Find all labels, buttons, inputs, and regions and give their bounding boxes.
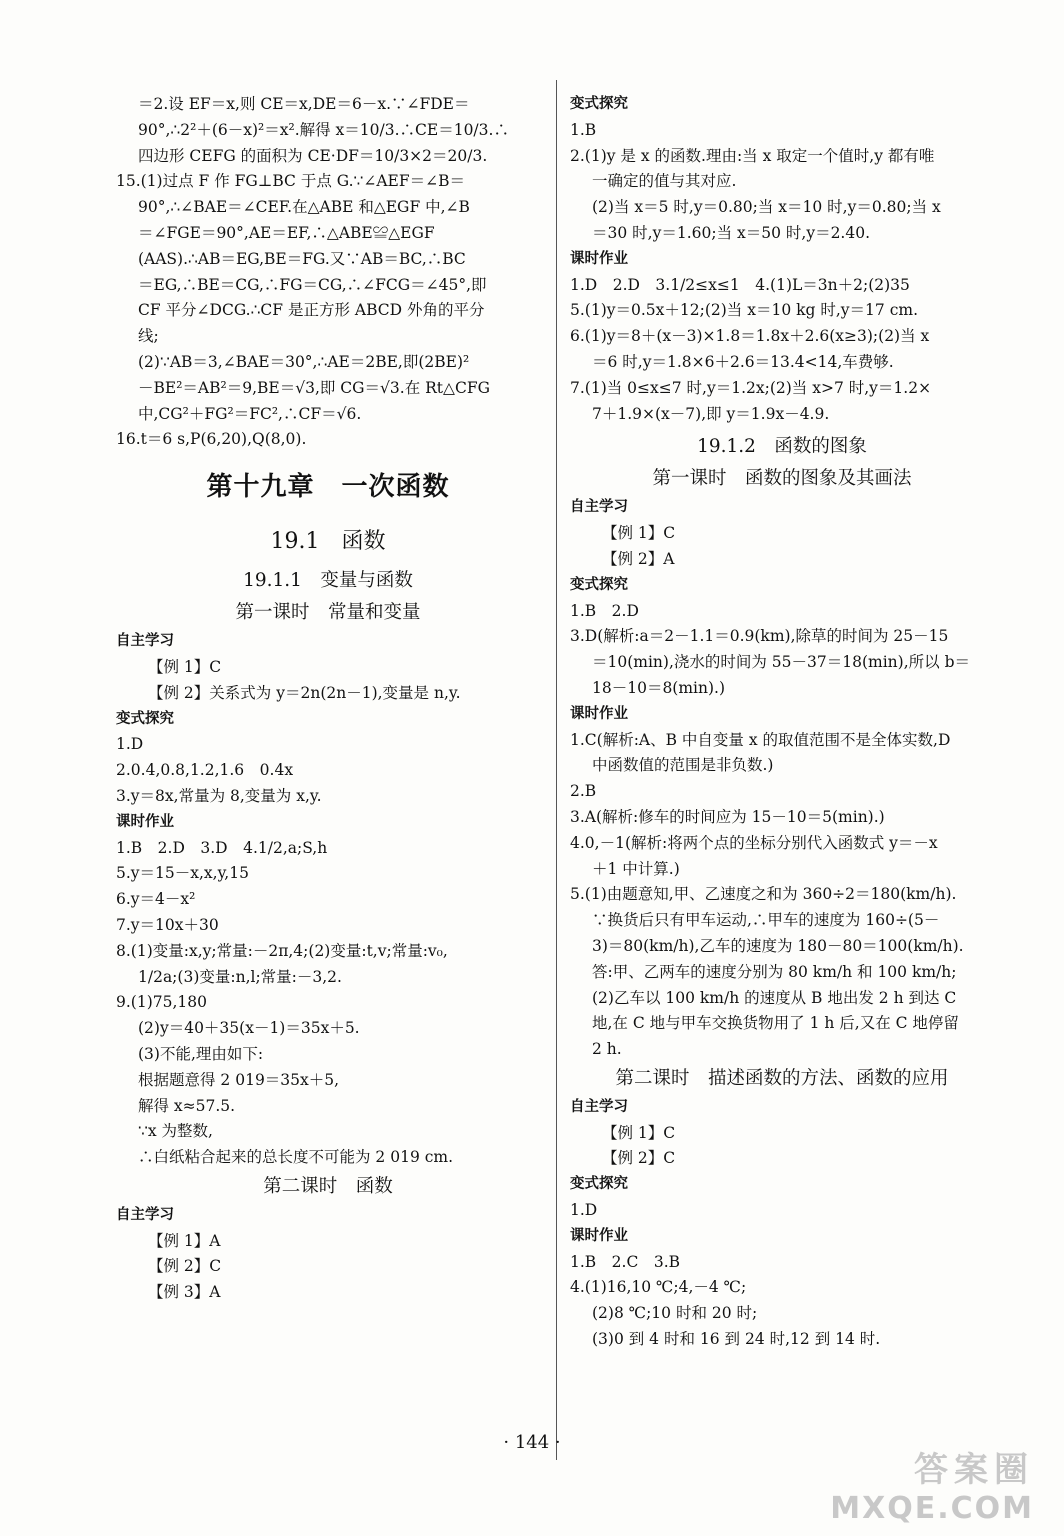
answer-line: 3.D(解析:a＝2－1.1＝0.9(km),除草的时间为 25－15 <box>570 627 949 646</box>
section-title: 19.1 函数 <box>270 529 386 555</box>
answer-line: 1.D <box>116 735 144 754</box>
section-heading: 自主学习 <box>570 1098 628 1115</box>
section-heading: 变式探究 <box>116 710 174 727</box>
answer-line: ∵换货后只有甲车运动,∴甲车的速度为 160÷(5－ <box>592 911 940 930</box>
answer-line: ＝EG,∴BE＝CG,∴FG＝CG,∴∠FCG＝∠45°,即 <box>138 275 487 294</box>
answer-line: 【例 3】A <box>148 1283 221 1302</box>
answer-line: ＝6 时,y＝1.8×6＋2.6＝13.4<14,车费够. <box>592 352 894 371</box>
answer-line: 【例 1】C <box>148 657 222 676</box>
answer-line: 90°,∴2²＋(6－x)²＝x².解得 x＝10/3.∴CE＝10/3.∴ <box>138 120 509 139</box>
right-column <box>570 92 994 1353</box>
answer-line: 4.0,－1(解析:将两个点的坐标分别代入函数式 y＝－x <box>570 833 938 852</box>
answer-line: 答:甲、乙两车的速度分别为 80 km/h 和 100 km/h; <box>592 962 957 981</box>
lesson-title: 第二课时 描述函数的方法、函数的应用 <box>615 1067 949 1089</box>
left-mid-block <box>116 629 540 1171</box>
answer-line: 2.(1)y 是 x 的函数.理由:当 x 取定一个值时,y 都有唯 <box>570 146 935 165</box>
answer-line: 7＋1.9×(x－7),即 y＝1.9x－4.9. <box>592 404 830 423</box>
column-divider <box>556 80 557 1460</box>
answer-line: 根据题意得 2 019＝35x＋5, <box>138 1070 340 1089</box>
section-heading: 自主学习 <box>116 633 174 650</box>
answer-line: 【例 2】A <box>602 549 675 568</box>
answer-line: (2)y＝40＋35(x－1)＝35x＋5. <box>138 1019 360 1038</box>
section-heading: 变式探究 <box>570 96 628 112</box>
answer-line: 线; <box>138 327 159 346</box>
answer-line: (2)乙车以 100 km/h 的速度从 B 地出发 2 h 到达 C <box>592 988 957 1007</box>
answer-line: 16.t＝6 s,P(6,20),Q(8,0). <box>116 430 307 449</box>
section-heading: 课时作业 <box>570 1227 628 1244</box>
answer-line: ＝30 时,y＝1.60;当 x＝50 时,y＝2.40. <box>592 223 871 242</box>
answer-line: 6.y＝4－x² <box>116 890 196 909</box>
answer-line: (3)0 到 4 时和 16 到 24 时,12 到 14 时. <box>592 1330 881 1349</box>
answer-line: 8.(1)变量:x,y;常量:－2π,4;(2)变量:t,v;常量:v₀, <box>116 941 448 960</box>
answer-line: －BE²＝AB²＝9,BE＝√3,即 CG＝√3.在 Rt△CFG <box>138 378 490 397</box>
answer-line: 中,CG²＋FG²＝FC²,∴CF＝√6. <box>138 404 362 423</box>
answer-line: 5.(1)y＝0.5x＋12;(2)当 x＝10 kg 时,y＝17 cm. <box>570 301 918 320</box>
lesson-title: 第二课时 函数 <box>263 1175 393 1197</box>
answer-line: 2 h. <box>592 1040 622 1059</box>
answer-line: 2.0.4,0.8,1.2,1.6 0.4x <box>116 761 294 780</box>
left-bottom-block <box>116 1203 540 1306</box>
answer-line: 【例 1】A <box>148 1231 221 1250</box>
right-mid-block <box>570 495 994 1063</box>
answer-line: ＝10(min),浇水的时间为 55－37＝18(min),所以 b＝ <box>592 653 970 672</box>
answer-line: 【例 2】关系式为 y＝2n(2n－1),变量是 n,y. <box>148 683 461 702</box>
answer-line: 6.(1)y＝8＋(x－3)×1.8＝1.8x＋2.6(x≥3);(2)当 x <box>570 327 930 346</box>
watermark-url: MXQE.COM <box>830 1491 1034 1526</box>
answer-line: 5.y＝15－x,x,y,15 <box>116 864 249 883</box>
watermark-text: 答案圈 <box>914 1450 1034 1490</box>
subsection-title: 19.1.1 变量与函数 <box>243 570 413 592</box>
answer-line: 4.(1)16,10 ℃;4,－4 ℃; <box>570 1278 747 1297</box>
section-heading: 课时作业 <box>570 250 628 267</box>
answer-line: 一确定的值与其对应. <box>592 172 737 191</box>
answer-line: ∵x 为整数, <box>138 1122 213 1141</box>
answer-line: 2.B <box>570 782 597 801</box>
answer-line: 15.(1)过点 F 作 FG⊥BC 于点 G.∵∠AEF＝∠B＝ <box>116 172 465 191</box>
answer-line: 1/2a;(3)变量:n,l;常量:－3,2. <box>138 967 342 986</box>
answer-line: ∴白纸粘合起来的总长度不可能为 2 019 cm. <box>138 1148 454 1167</box>
section-heading: 自主学习 <box>116 1206 174 1223</box>
answer-line: 1.D 2.D 3.1/2≤x≤1 4.(1)L＝3n＋2;(2)35 <box>570 275 910 294</box>
answer-line: 【例 1】C <box>602 524 676 543</box>
answer-line: ＝2.设 EF＝x,则 CE＝x,DE＝6－x.∵∠FDE＝ <box>138 95 470 113</box>
answer-line: 1.B 2.D <box>570 601 639 620</box>
answer-line: 【例 2】C <box>148 1257 222 1276</box>
chapter-title: 第十九章 一次函数 <box>206 472 450 503</box>
section-heading: 变式探究 <box>570 1176 628 1193</box>
subsection-title: 19.1.2 函数的图象 <box>697 436 867 458</box>
answer-line: 1.C(解析:A、B 中自变量 x 的取值范围不是全体实数,D <box>570 730 951 749</box>
answer-line: (2)∵AB＝3,∠BAE＝30°,∴AE＝2BE,即(2BE)² <box>138 352 470 371</box>
section-heading: 课时作业 <box>570 705 628 722</box>
answer-line: 四边形 CEFG 的面积为 CE·DF＝10/3×2＝20/3. <box>138 146 488 165</box>
answer-line: 3.A(解析:修车的时间应为 15－10＝5(min).) <box>570 807 885 826</box>
watermark-logo <box>830 1442 1034 1526</box>
answer-line: 【例 2】C <box>602 1149 676 1168</box>
answer-line: 1.B 2.C 3.B <box>570 1252 681 1271</box>
lesson-title: 第一课时 函数的图象及其画法 <box>652 468 912 490</box>
answer-line: (2)当 x＝5 时,y＝0.80;当 x＝10 时,y＝0.80;当 x <box>592 198 941 217</box>
answer-line: 9.(1)75,180 <box>116 993 207 1012</box>
section-heading: 变式探究 <box>570 576 628 593</box>
answer-line: 18－10＝8(min).) <box>592 678 726 697</box>
right-top-block <box>570 92 994 427</box>
answer-line: (AAS).∴AB＝EG,BE＝FG.又∵AB＝BC,∴BC <box>138 249 466 268</box>
answer-line: 3)＝80(km/h),乙车的速度为 180－80＝100(km/h). <box>592 936 964 955</box>
answer-line: (2)8 ℃;10 时和 20 时; <box>592 1304 758 1323</box>
answer-line: 【例 1】C <box>602 1123 676 1142</box>
answer-line: (3)不能,理由如下: <box>138 1044 264 1063</box>
section-heading: 课时作业 <box>116 813 174 830</box>
answer-line: 3.y＝8x,常量为 8,变量为 x,y. <box>116 786 322 805</box>
answer-line: 7.y＝10x＋30 <box>116 915 219 934</box>
left-top-block <box>116 92 540 453</box>
section-heading: 自主学习 <box>570 499 628 516</box>
answer-line: ＝∠FGE＝90°,AE＝EF,∴△ABE≌△EGF <box>138 223 435 242</box>
page-number: · 144 · <box>503 1432 561 1453</box>
answer-line: 5.(1)由题意知,甲、乙速度之和为 360÷2＝180(km/h). <box>570 885 957 904</box>
answer-line: ＋1 中计算.) <box>592 859 680 878</box>
answer-line: 1.B <box>570 120 597 139</box>
lesson-title: 第一课时 常量和变量 <box>235 602 421 624</box>
answer-line: 90°,∴∠BAE＝∠CEF.在△ABE 和△EGF 中,∠B <box>138 198 470 217</box>
answer-line: 1.D <box>570 1201 598 1220</box>
answer-line: CF 平分∠DCG.∴CF 是正方形 ABCD 外角的平分 <box>138 301 485 320</box>
answer-line: 中函数值的范围是非负数.) <box>592 756 774 775</box>
answer-line: 7.(1)当 0≤x≤7 时,y＝1.2x;(2)当 x>7 时,y＝1.2× <box>570 378 932 397</box>
answer-line: 1.B 2.D 3.D 4.1/2,a;S,h <box>116 838 328 857</box>
right-bottom-block <box>570 1095 994 1353</box>
answer-line: 地,在 C 地与甲车交换货物用了 1 h 后,又在 C 地停留 <box>592 1014 959 1033</box>
left-column <box>116 92 540 1306</box>
answer-line: 解得 x≈57.5. <box>138 1096 236 1115</box>
